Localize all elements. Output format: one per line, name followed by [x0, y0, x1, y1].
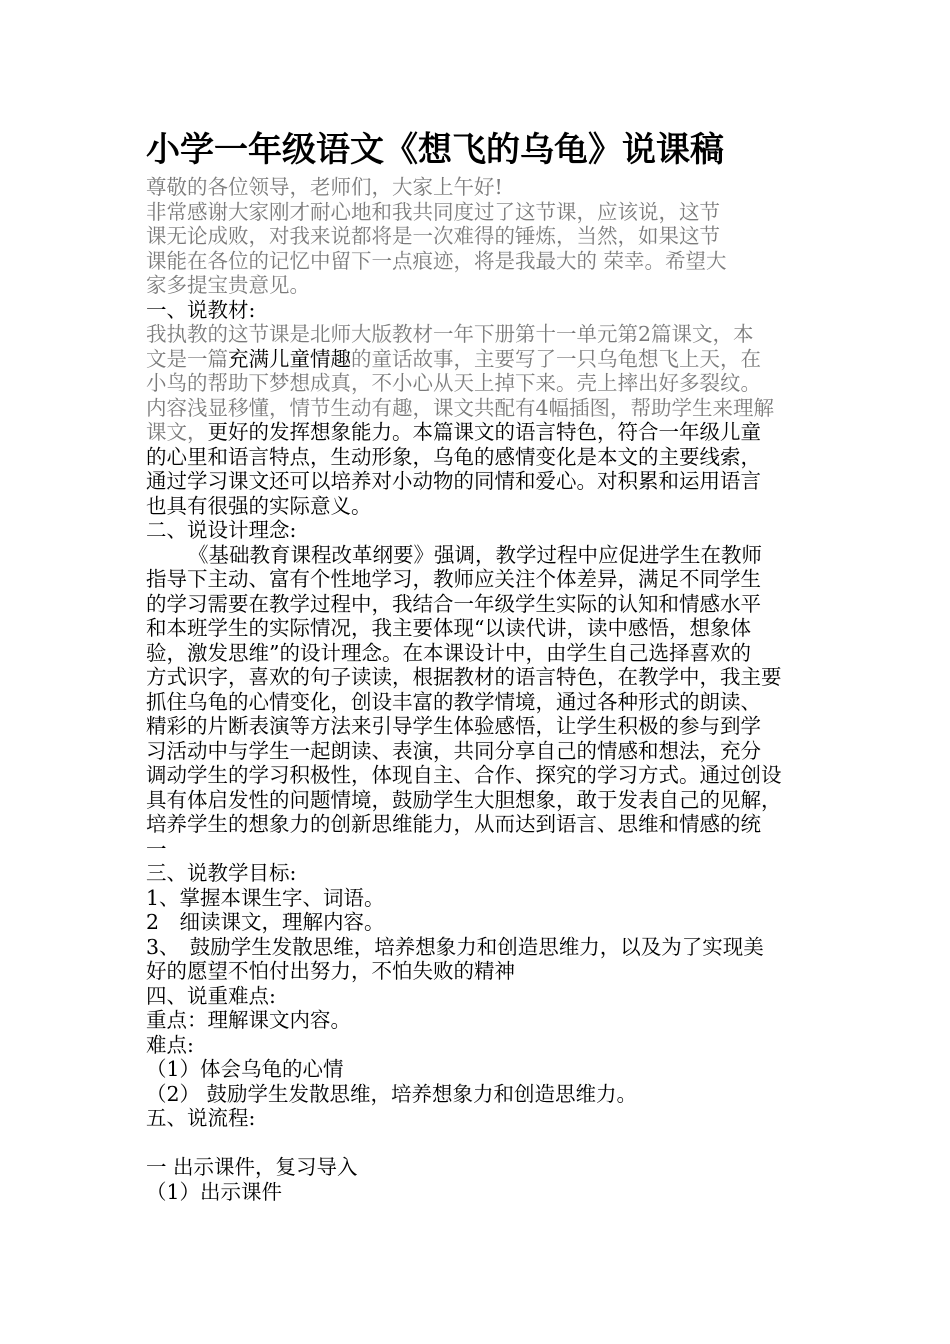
section2-line: 和本班学生的实际情况，我主要体现“以读代讲，读中感悟，想象体 [146, 616, 751, 640]
section1-line-prefix: 课文， [146, 420, 208, 444]
section4-line: （2） 鼓励学生发散思维，培养想象力和创造思维力。 [146, 1081, 638, 1106]
section1-line [146, 347, 818, 372]
section1-line: 小鸟的帮助下梦想成真，不小心从天上掉下来。壳上摔出好多裂纹。 [146, 371, 761, 395]
greeting-line: 尊敬的各位领导，老师们，大家上午好! [146, 175, 503, 199]
section1-line: 的心里和语言特点，生动形象，乌龟的感情变化是本文的主要线索， [146, 444, 761, 469]
section2-line: 习活动中与学生一起朗读、表演，共同分享自己的情感和想法，充分 [146, 738, 761, 763]
section-heading-5: 五、说流程: [146, 1106, 256, 1130]
section1-line: 通过学习课文还可以培养对小动物的同情和爱心。对积累和运用语言 [146, 469, 761, 493]
section-heading-1: 一、说教材: [146, 297, 256, 322]
section3-line: 1、掌握本课生字、词语。 [146, 885, 385, 910]
section2-line: 培养学生的想象力的创新思维能力，从而达到语言、思维和情感的统 [146, 812, 761, 836]
section4-line: 重点：理解课文内容。 [146, 1008, 351, 1032]
section1-line-highlight: 充满儿童情趣 [228, 346, 351, 371]
section4-line: （1）体会乌龟的心情 [146, 1057, 344, 1081]
section1-line: 内容浅显移懂，情节生动有趣，课文共配有4幅插图，帮助学生来理解 [146, 395, 775, 420]
section1-line-suffix: 更好的发挥想象能力。本篇课文的语言特色，符合一年级儿童 [207, 420, 761, 444]
section3-line: 3、 鼓励学生发散思维，培养想象力和创造思维力，以及为了实现美 [146, 934, 764, 959]
section1-line-suffix: 的童话故事，主要写了一只乌龟想飞上天，在 [351, 346, 761, 371]
section2-line: 具有体启发性的问题情境，鼓励学生大胆想象，敢于发表自己的见解， [146, 787, 782, 812]
document-title: 小学一年级语文《想飞的乌龟》说课稿 [146, 130, 724, 170]
section4-line: 难点: [146, 1032, 194, 1057]
intro-line: 非常感谢大家刚才耐心地和我共同度过了这节课，应该说，这节 [146, 199, 720, 224]
section2-line: 抓住乌龟的心情变化，创设丰富的教学情境，通过各种形式的朗读、 [146, 689, 761, 714]
blank-line [146, 1131, 818, 1156]
section2-line: 调动学生的学习积极性，体现自主、合作、探究的学习方式。通过创设 [146, 763, 782, 787]
document-body [146, 175, 818, 1204]
intro-line: 课无论成败，对我来说都将是一次难得的锤炼，当然，如果这节 [146, 224, 720, 248]
section-heading-4: 四、说重难点: [146, 983, 276, 1008]
section3-line: 好的愿望不怕付出努力，不怕失败的精神 [146, 959, 515, 983]
section-heading-3: 三、说教学目标: [146, 861, 297, 885]
section1-line: 也具有很强的实际意义。 [146, 493, 372, 518]
intro-line: 家多提宝贵意见。 [146, 273, 310, 297]
section5-line: 一 出示课件，复习导入 [146, 1155, 358, 1179]
section5-line: （1）出示课件 [146, 1179, 283, 1204]
section2-line: 指导下主动、富有个性地学习，教师应关注个体差异，满足不同学生 [146, 567, 761, 591]
section2-line: 《基础教育课程改革纲要》强调，教学过程中应促进学生在教师 [188, 542, 762, 567]
section1-line-prefix: 文是一篇 [146, 346, 228, 371]
section-heading-2: 二、说设计理念: [146, 518, 297, 542]
section2-line: 的学习需要在教学过程中，我结合一年级学生实际的认知和情感水平 [146, 591, 761, 616]
section3-line: 2 细读课文，理解内容。 [146, 910, 385, 934]
section2-line: 精彩的片断表演等方法来引导学生体验感悟，让学生积极的参与到学 [146, 714, 761, 738]
section2-line: 方式识字，喜欢的句子读读，根据教材的语言特色，在教学中，我主要 [146, 665, 782, 689]
section2-line: 验，激发思维”的设计理念。在本课设计中，由学生自己选择喜欢的 [146, 640, 751, 665]
section2-line: 一 [146, 836, 167, 861]
intro-line: 课能在各位的记忆中留下一点痕迹，将是我最大的 荣幸。希望大 [146, 248, 727, 273]
section1-line: 我执教的这节课是北师大版教材一年下册第十一单元第2篇课文，本 [146, 322, 754, 346]
section1-line [146, 420, 818, 445]
